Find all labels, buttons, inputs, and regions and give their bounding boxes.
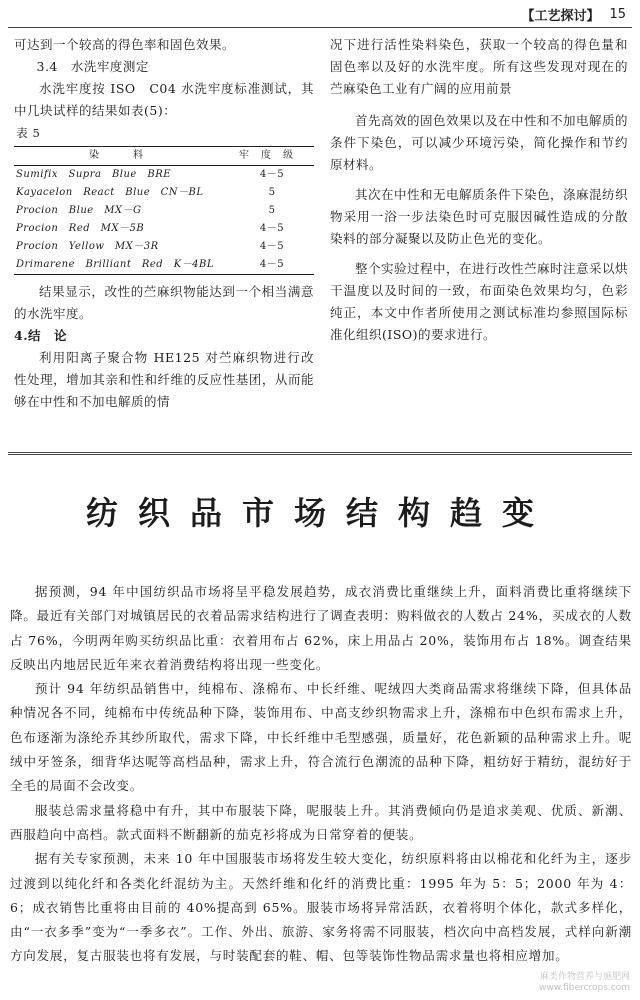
table-row	[14, 220, 314, 238]
fastness-grade: 5	[268, 187, 276, 198]
paragraph: 可达到一个较高的得色率和固色效果。	[14, 37, 236, 52]
paragraph: 水洗牢度按 ISO C04 水洗牢度标准测试，其中几块试样的结果如表(5)：	[14, 81, 314, 118]
paragraph: 首先高效的固色效果以及在中性和不加电解质的条件下染色，可以减少环境污染，简化操作和节约原材料。	[330, 113, 629, 172]
table-row	[14, 238, 314, 256]
table-row	[14, 256, 314, 275]
fastness-table	[14, 146, 314, 275]
table-row	[14, 184, 314, 202]
conclusion-heading: 4.结 论	[14, 328, 68, 343]
paragraph: 利用阳离子聚合物 HE125 对苎麻织物进行改性处理，增加其亲和性和纤维的反应性基团，从而能够在中性和不加电解质的情	[14, 350, 314, 409]
article-title: 纺织品市场结构趋变	[85, 494, 554, 532]
paragraph: 况下进行活性染料染色，获取一个较高的得色量和固色率以及好的水洗牢度。所有这些发现对现在的苎麻染色工业有广阔的应用前景	[330, 37, 628, 96]
right-column	[330, 34, 628, 346]
page-number: 15	[609, 6, 626, 22]
table-header-dye: 染 料	[14, 147, 230, 166]
article-paragraph: 据有关专家预测，未来 10 年中国服装市场将发生较大变化，纺织原料将由以棉花和化纤为主，逐步过渡到以纯化纤和各类化纤混纺为主。天然纤维和化纤的消费比重：1995 年为 5：5；2000 年为 4：6；成衣销售比重将由目前的 40%提高到 65%。服装市场将异常活跃，衣着将明个体化，款式多样化，由“一衣多季”变为“一季多衣”。工作、外出、旅游、家务将需不同服装，档次向中高档发展，式样向新潮方向发展，复古服装也将有发展，与时装配套的鞋、帽、包等装饰性物品需求量也将相应增加。	[10, 851, 632, 964]
left-column	[14, 34, 314, 413]
article-body	[10, 580, 632, 969]
dye-name: Procion Yellow MX－3R	[16, 241, 159, 252]
article-divider	[8, 452, 632, 455]
subsection-heading: 3.4 水洗牢度测定	[36, 59, 149, 74]
watermark-url: www.fibercrops.com	[539, 983, 630, 993]
section-label: 【工艺探讨】	[521, 8, 600, 24]
article-paragraph: 据预测，94 年中国纺织品市场将呈平稳发展趋势，成衣消费比重继续上升，面料消费比重将继续下降。最近有关部门对城镇居民的衣着品需求结构进行了调查表明：购料做衣的人数占 24%，买成衣的人数占 76%，今明两年购买纺织品比重：衣着用布占 62%，床上用品占 20%，装饰用布占 18%。调查结果反映出内地居民近年来衣着消费结构将出现一些变化。	[10, 584, 632, 672]
page-header	[521, 4, 626, 24]
watermark-line: 麻类作物营养与施肥网	[539, 972, 630, 982]
paragraph: 整个实验过程中，在进行改性苎麻时注意采以烘干温度以及时间的一致，布面染色效果均匀，色彩纯正，本文中作者所使用之测试标准均参照国际标准化组织(ISO)的要求进行。	[330, 261, 629, 342]
article-paragraph: 服装总需求量将稳中有升，其中布服装下降，呢服装上升。其消费倾向仍是追求美观、优质、新潮、西服趋向中高档。款式面料不断翻新的茄克衫将成为日常穿着的便装。	[10, 802, 632, 842]
paragraph: 结果显示，改性的苎麻织物能达到一个相当满意的水洗牢度。	[14, 284, 314, 321]
header-rule	[8, 27, 632, 28]
dye-name: Kayacelon React Blue CN－BL	[16, 187, 204, 198]
table-label: 表 5	[16, 126, 41, 140]
fastness-grade: 4－5	[230, 256, 314, 275]
fastness-grade: 4－5	[259, 169, 285, 180]
fastness-grade: 5	[268, 205, 276, 216]
table-row	[14, 202, 314, 220]
paragraph: 其次在中性和无电解质条件下染色，涤麻混纺织物采用一浴一步法染色时可克服因碱性造成的分散染料的部分凝聚以及防止色光的变化。	[330, 187, 629, 246]
table-header-grade: 牢度级	[230, 147, 314, 166]
fastness-grade: 4－5	[259, 223, 285, 234]
table-row	[14, 166, 314, 185]
dye-name: Sumifix Supra Blue BRE	[16, 169, 172, 180]
dye-name: Procion Red MX－5B	[16, 223, 145, 234]
watermark	[539, 972, 630, 994]
fastness-grade: 4－5	[259, 241, 285, 252]
article-paragraph: 预计 94 年纺织品销售中，纯棉布、涤棉布、中长纤维、呢绒四大类商品需求将继续下降，但具体品种情况各不同，纯棉布中传统品种下降，装饰用布、中高支纱织物需求上升，涤棉布中色织布需求上升，色布逐渐为涤纶乔其纱所取代，需求下降，中长纤维中毛型感强，质量好，花色新颖的品种需求上升。呢绒中牙签条，细背华达呢等高档品种，需求上升，符合流行色潮流的品种下降，粗纺好于精纺，混纺好于全毛的局面不会改变。	[10, 681, 632, 794]
dye-name: Procion Blue MX－G	[16, 205, 142, 216]
dye-name: Drimarene Brilliant Red K－4BL	[14, 256, 230, 275]
